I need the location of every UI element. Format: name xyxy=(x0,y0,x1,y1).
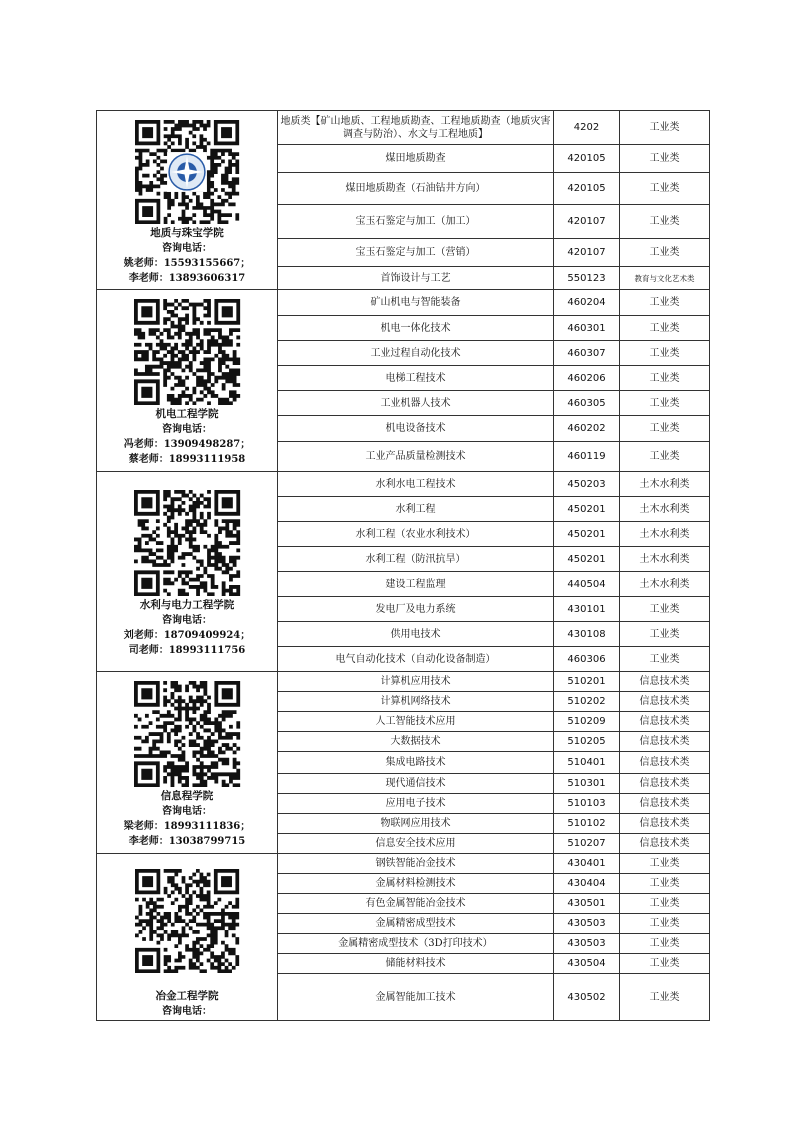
major-code: 430504 xyxy=(554,954,620,974)
major-category: 工业类 xyxy=(620,442,710,472)
major-category: 信息技术类 xyxy=(620,752,710,774)
major-name: 供用电技术 xyxy=(278,622,554,647)
major-category: 工业类 xyxy=(620,854,710,874)
major-name: 计算机应用技术 xyxy=(278,672,554,692)
major-code: 460206 xyxy=(554,366,620,391)
table-row xyxy=(97,854,710,874)
major-name: 金属精密成型技术（3D打印技术） xyxy=(278,934,554,954)
major-name: 水利工程 xyxy=(278,497,554,522)
major-code: 420107 xyxy=(554,239,620,267)
major-name: 机电设备技术 xyxy=(278,416,554,442)
majors-table xyxy=(96,110,710,1021)
major-category: 土木水利类 xyxy=(620,497,710,522)
major-category: 土木水利类 xyxy=(620,547,710,572)
major-code: 460202 xyxy=(554,416,620,442)
major-name: 机电一体化技术 xyxy=(278,316,554,341)
qr-modules xyxy=(134,490,240,596)
major-code: 510207 xyxy=(554,834,620,854)
major-name: 煤田地质勘查（石油钻井方向） xyxy=(278,173,554,205)
major-category: 土木水利类 xyxy=(620,522,710,547)
major-code: 460305 xyxy=(554,391,620,416)
major-code: 430108 xyxy=(554,622,620,647)
major-category: 土木水利类 xyxy=(620,572,710,597)
major-category: 信息技术类 xyxy=(620,774,710,794)
major-category: 工业类 xyxy=(620,366,710,391)
major-code: 460306 xyxy=(554,647,620,672)
major-category: 信息技术类 xyxy=(620,712,710,732)
major-code: 440504 xyxy=(554,572,620,597)
college-name: 信息程学院 xyxy=(160,790,214,802)
major-name: 地质类【矿山地质、工程地质勘查、工程地质勘查（地质灾害调查与防治）、水文与工程地质】 xyxy=(278,111,554,145)
major-category: 工业类 xyxy=(620,205,710,239)
major-name: 水利工程（防汛抗旱） xyxy=(278,547,554,572)
major-name: 宝玉石鉴定与加工（营销） xyxy=(278,239,554,267)
major-category: 工业类 xyxy=(620,974,710,1021)
major-name: 金属智能加工技术 xyxy=(278,974,554,1021)
major-name: 工业机器人技术 xyxy=(278,391,554,416)
college-name: 水利与电力工程学院 xyxy=(139,599,235,611)
major-code: 450201 xyxy=(554,522,620,547)
major-name: 金属材料检测技术 xyxy=(278,874,554,894)
major-code: 460119 xyxy=(554,442,620,472)
major-name: 水利工程（农业水利技术） xyxy=(278,522,554,547)
major-code: 430503 xyxy=(554,914,620,934)
major-code: 430404 xyxy=(554,874,620,894)
major-code: 430101 xyxy=(554,597,620,622)
major-name: 物联网应用技术 xyxy=(278,814,554,834)
college-cell xyxy=(97,854,278,1021)
major-name: 宝玉石鉴定与加工（加工） xyxy=(278,205,554,239)
qr-code-image xyxy=(127,120,247,224)
major-name: 应用电子技术 xyxy=(278,794,554,814)
major-name: 金属精密成型技术 xyxy=(278,914,554,934)
major-category: 工业类 xyxy=(620,239,710,267)
major-category: 工业类 xyxy=(620,316,710,341)
contact-label: 咨询电话： xyxy=(162,806,212,817)
major-code: 420105 xyxy=(554,173,620,205)
major-category: 工业类 xyxy=(620,622,710,647)
major-name: 计算机网络技术 xyxy=(278,692,554,712)
major-category: 信息技术类 xyxy=(620,794,710,814)
major-code: 510401 xyxy=(554,752,620,774)
contact-phone: 刘老师：18709409924； xyxy=(123,630,251,641)
qr-modules xyxy=(134,299,240,405)
major-category: 信息技术类 xyxy=(620,672,710,692)
major-code: 4202 xyxy=(554,111,620,145)
college-cell xyxy=(97,111,278,290)
table-row xyxy=(97,672,710,692)
college-name: 冶金工程学院 xyxy=(155,990,219,1002)
major-name: 工业过程自动化技术 xyxy=(278,341,554,366)
major-name: 发电厂及电力系统 xyxy=(278,597,554,622)
major-category: 工业类 xyxy=(620,874,710,894)
major-name: 现代通信技术 xyxy=(278,774,554,794)
major-category: 工业类 xyxy=(620,914,710,934)
major-name: 钢铁智能冶金技术 xyxy=(278,854,554,874)
college-cell xyxy=(97,290,278,472)
table-row xyxy=(97,290,710,316)
major-category: 工业类 xyxy=(620,954,710,974)
contact-phone: 梁老师：18993111836； xyxy=(123,821,251,832)
contact-phone: 李老师：13038799715 xyxy=(128,836,246,847)
qr-code-image xyxy=(125,869,249,973)
college-name: 机电工程学院 xyxy=(155,408,219,420)
qr-logo-icon xyxy=(167,152,207,192)
major-name: 人工智能技术应用 xyxy=(278,712,554,732)
major-name: 电气自动化技术（自动化设备制造） xyxy=(278,647,554,672)
major-name: 信息安全技术应用 xyxy=(278,834,554,854)
major-category: 工业类 xyxy=(620,173,710,205)
major-code: 510205 xyxy=(554,732,620,752)
qr-code-image xyxy=(125,681,249,787)
contact-phone: 姚老师：15593155667； xyxy=(123,257,251,269)
major-code: 430501 xyxy=(554,894,620,914)
major-code: 510102 xyxy=(554,814,620,834)
contact-phone: 李老师：13893606317 xyxy=(128,272,246,284)
major-code: 510201 xyxy=(554,672,620,692)
major-category: 信息技术类 xyxy=(620,814,710,834)
contact-phone: 蔡老师：18993111958 xyxy=(128,454,246,465)
table-row xyxy=(97,472,710,497)
major-category: 工业类 xyxy=(620,111,710,145)
major-code: 450201 xyxy=(554,547,620,572)
major-code: 510103 xyxy=(554,794,620,814)
college-name: 地质与珠宝学院 xyxy=(150,226,224,239)
college-cell xyxy=(97,672,278,854)
major-code: 510209 xyxy=(554,712,620,732)
major-category: 信息技术类 xyxy=(620,692,710,712)
major-name: 有色金属智能冶金技术 xyxy=(278,894,554,914)
major-category: 信息技术类 xyxy=(620,732,710,752)
major-name: 建设工程监理 xyxy=(278,572,554,597)
major-code: 430401 xyxy=(554,854,620,874)
major-category: 信息技术类 xyxy=(620,834,710,854)
major-code: 510202 xyxy=(554,692,620,712)
major-code: 510301 xyxy=(554,774,620,794)
major-name: 首饰设计与工艺 xyxy=(278,267,554,290)
qr-modules xyxy=(134,681,240,787)
contact-phone: 司老师：18993111756 xyxy=(128,645,246,656)
major-category: 工业类 xyxy=(620,416,710,442)
major-code: 430503 xyxy=(554,934,620,954)
major-code: 420107 xyxy=(554,205,620,239)
major-name: 集成电路技术 xyxy=(278,752,554,774)
major-name: 储能材料技术 xyxy=(278,954,554,974)
major-code: 460307 xyxy=(554,341,620,366)
major-category: 教育与文化艺术类 xyxy=(620,267,710,290)
qr-code-image xyxy=(125,490,249,596)
contact-label: 咨询电话： xyxy=(162,242,212,254)
major-code: 430502 xyxy=(554,974,620,1021)
major-name: 工业产品质量检测技术 xyxy=(278,442,554,472)
contact-label: 咨询电话： xyxy=(162,424,212,435)
major-name: 电梯工程技术 xyxy=(278,366,554,391)
major-category: 工业类 xyxy=(620,934,710,954)
major-category: 工业类 xyxy=(620,391,710,416)
major-code: 450203 xyxy=(554,472,620,497)
major-code: 420105 xyxy=(554,145,620,173)
major-category: 工业类 xyxy=(620,341,710,366)
contact-label: 咨询电话： xyxy=(162,1006,212,1017)
major-name: 矿山机电与智能装备 xyxy=(278,290,554,316)
major-code: 450201 xyxy=(554,497,620,522)
qr-code-image xyxy=(127,299,247,405)
major-category: 工业类 xyxy=(620,647,710,672)
major-category: 工业类 xyxy=(620,894,710,914)
major-category: 工业类 xyxy=(620,290,710,316)
table-row xyxy=(97,111,710,145)
major-category: 土木水利类 xyxy=(620,472,710,497)
major-name: 煤田地质勘查 xyxy=(278,145,554,173)
contact-phone: 冯老师：13909498287； xyxy=(123,439,251,450)
major-code: 550123 xyxy=(554,267,620,290)
qr-modules xyxy=(135,869,239,973)
major-category: 工业类 xyxy=(620,145,710,173)
major-category: 工业类 xyxy=(620,597,710,622)
college-cell xyxy=(97,472,278,672)
major-name: 大数据技术 xyxy=(278,732,554,752)
contact-label: 咨询电话： xyxy=(162,615,212,626)
major-code: 460301 xyxy=(554,316,620,341)
major-code: 460204 xyxy=(554,290,620,316)
major-name: 水利水电工程技术 xyxy=(278,472,554,497)
